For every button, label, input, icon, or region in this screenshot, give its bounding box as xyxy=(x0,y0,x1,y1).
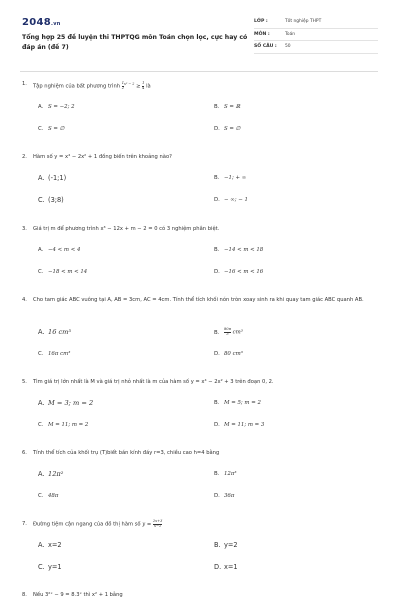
option-c[interactable]: C. (3;8) xyxy=(38,196,64,204)
option-d[interactable]: D. x=1 xyxy=(214,563,238,571)
option-b[interactable]: B. 12π³ xyxy=(214,471,237,477)
question-number: 6. xyxy=(22,450,27,456)
option-b[interactable]: B. y=2 xyxy=(214,541,238,549)
meta-value: 50 xyxy=(285,44,291,49)
meta-value: Toán xyxy=(285,31,296,37)
logo-text: 2048 xyxy=(22,17,52,28)
option-b[interactable]: B. $\frac{80\pi}{3}$ cm³ xyxy=(214,327,243,336)
option-b[interactable]: B. M = 5; m = 2 xyxy=(214,400,261,406)
question-number: 5. xyxy=(22,379,27,385)
question-number: 8. xyxy=(22,592,27,598)
meta-key: LỚP : xyxy=(254,19,268,24)
option-c[interactable]: C. −18 < m < 14 xyxy=(38,269,88,275)
option-b[interactable]: B. −14 < m < 18 xyxy=(214,247,264,253)
question-text: Tìm giá trị lớn nhất là M và giá trị nhỏ nhất là m của hàm số y = x⁴ − 2x² + 3 trên đoạn 0, 2. xyxy=(33,379,274,385)
math-fraction: $\frac{80\pi}{3}$ xyxy=(224,327,231,336)
question-text: Nếu 3²ˣ − 9 = 8.3ˣ thì x² + 1 bằng xyxy=(33,592,123,598)
question-text: Tính thể tích của khối trụ (T)biết bán kính đáy r=3, chiều cao h=4 bằng xyxy=(33,450,220,456)
option-a[interactable]: A. M = 3; m = 2 xyxy=(38,399,94,407)
option-c[interactable]: C. 16π cm³ xyxy=(38,351,71,357)
option-a[interactable]: A. (-1;1) xyxy=(38,174,67,182)
option-a[interactable]: A. −4 < m < 4 xyxy=(38,247,81,253)
meta-row-class xyxy=(254,16,378,29)
question-number: 3. xyxy=(22,226,27,232)
question-number: 1. xyxy=(22,81,27,87)
option-a[interactable]: A. S = −2; 2 xyxy=(38,104,75,110)
meta-value: Tốt nghiệp THPT xyxy=(285,19,322,24)
meta-key: SỐ CÂU : xyxy=(254,44,277,49)
option-c[interactable]: C. 48π xyxy=(38,493,59,499)
option-d[interactable]: D. 80 cm³ xyxy=(214,351,243,357)
math-fraction: $\frac{1}{4}$ xyxy=(142,81,145,90)
option-a[interactable]: A. 12π² xyxy=(38,470,64,478)
site-logo[interactable] xyxy=(22,17,61,28)
meta-key: MÔN : xyxy=(254,31,270,37)
page-title: Tổng hợp 25 đề luyện thi THPTQG môn Toán chọn lọc, cực hay có đáp án (đề 7) xyxy=(22,34,248,51)
option-c[interactable]: C. S = ∅ xyxy=(38,126,65,132)
option-d[interactable]: D. −16 < m < 16 xyxy=(214,269,264,275)
question-text: Cho tam giác ABC vuông tại A, AB = 3cm, AC = 4cm. Tính thể tích khối nón tròn xoay sinh ra khi quay tam giác ABC quanh AB. xyxy=(33,297,364,303)
logo-suffix: .vn xyxy=(51,21,61,27)
question-text: Hàm số y = x⁴ − 2x² + 1 đồng biến trên khoảng nào? xyxy=(33,154,172,160)
option-c[interactable]: C. M = 11; m = 2 xyxy=(38,422,89,428)
option-b[interactable]: B. −1; + ∞ xyxy=(214,175,247,181)
meta-row-subject xyxy=(254,29,378,42)
question-number: 2. xyxy=(22,154,27,160)
option-c[interactable]: C. y=1 xyxy=(38,563,62,571)
option-d[interactable]: D. 36π xyxy=(214,493,235,499)
exam-meta xyxy=(254,16,378,54)
option-b[interactable]: B. S = ℝ xyxy=(214,104,241,110)
option-d[interactable]: D. − ∞; − 1 xyxy=(214,197,248,203)
math-fraction: $\frac{1}{2}$ xyxy=(121,81,125,90)
question-number: 4. xyxy=(22,297,27,303)
option-a[interactable]: A. x=2 xyxy=(38,541,62,549)
option-d[interactable]: D. S = ∅ xyxy=(214,126,241,132)
meta-row-count xyxy=(254,41,378,54)
math-fraction: $\frac{2x+3}{x-1}$ xyxy=(152,519,163,528)
option-d[interactable]: D. M = 11; m = 3 xyxy=(214,422,265,428)
question-text: Tập nghiệm của bất phương trình $\frac{1}{2}$ $^{x^2 - 2}$ ≥ $\frac{1}{4}$ là xyxy=(33,81,151,90)
question-text: Giá trị m để phương trình x³ − 12x + m − 2 = 0 có 3 nghiệm phân biệt. xyxy=(33,226,220,232)
divider xyxy=(20,71,378,72)
question-text: Đường tiệm cận ngang của đồ thị hàm số y = $\frac{2x+3}{x-1}$ xyxy=(33,519,163,528)
option-a[interactable]: A. 16 cm³ xyxy=(38,328,72,336)
question-number: 7. xyxy=(22,521,27,527)
